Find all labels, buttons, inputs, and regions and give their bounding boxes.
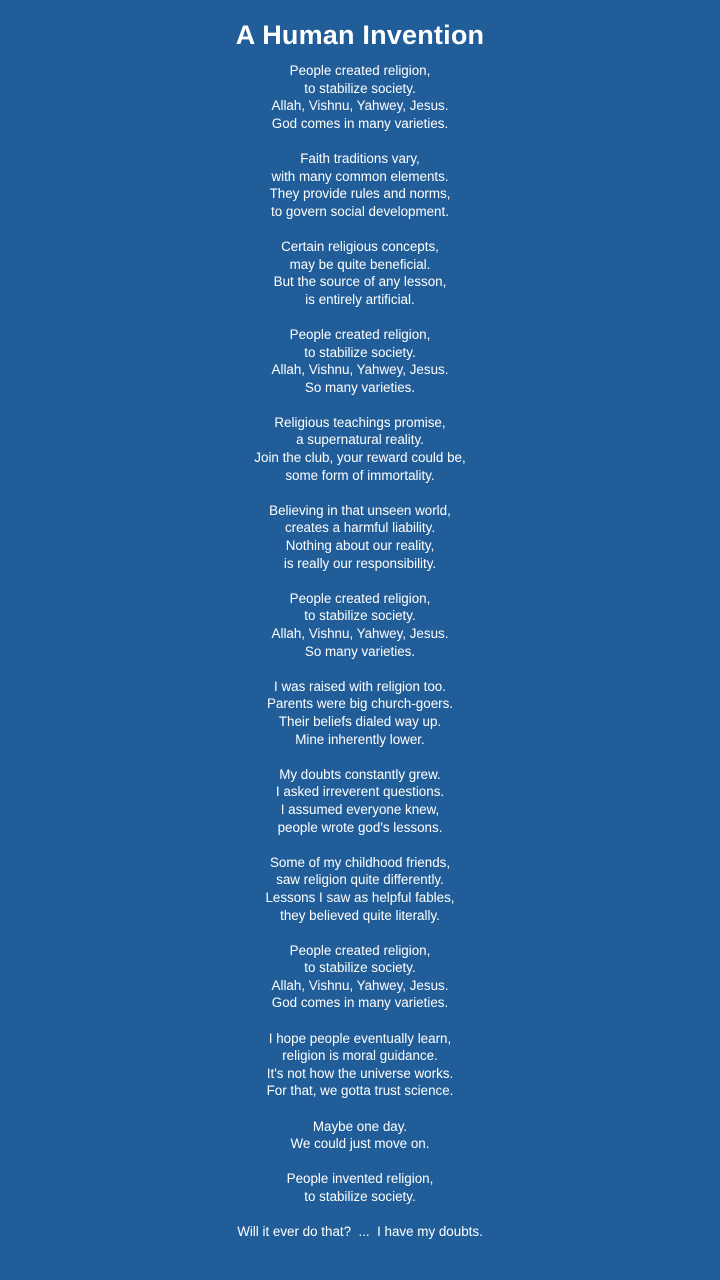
poem-line: Faith traditions vary, bbox=[300, 150, 420, 166]
poem-line: to stabilize society. bbox=[304, 344, 416, 360]
poem-line: For that, we gotta trust science. bbox=[266, 1083, 454, 1099]
stanza bbox=[0, 238, 720, 308]
poem-line: We could just move on. bbox=[290, 1136, 430, 1152]
poem-line: is really our responsibility. bbox=[283, 555, 437, 571]
poem-line: People invented religion, bbox=[286, 1171, 434, 1187]
poem-line: It's not how the universe works. bbox=[266, 1065, 454, 1081]
stanza bbox=[0, 854, 720, 924]
poem-line: may be quite beneficial. bbox=[289, 256, 431, 272]
poem-line: to stabilize society. bbox=[304, 960, 416, 976]
stanza bbox=[0, 150, 720, 220]
stanza bbox=[0, 942, 720, 1012]
poem-line: Certain religious concepts, bbox=[281, 238, 439, 254]
poem-line: Parents were big church-goers. bbox=[266, 696, 454, 712]
poem-line: I asked irreverent questions. bbox=[275, 784, 445, 800]
poem-line: Religious teachings promise, bbox=[274, 414, 446, 430]
poem-line: Their beliefs dialed way up. bbox=[278, 713, 442, 729]
poem-line: they believed quite literally. bbox=[280, 907, 440, 923]
poem-line: Will it ever do that? ... I have my doubts. bbox=[237, 1224, 483, 1240]
stanza bbox=[0, 1030, 720, 1100]
poem-line: Join the club, your reward could be, bbox=[254, 450, 466, 466]
poem-line: People created religion, bbox=[289, 63, 431, 78]
poem-line: Nothing about our reality, bbox=[285, 538, 435, 554]
poem-line: a supernatural reality. bbox=[296, 432, 424, 448]
poem-line: People created religion, bbox=[289, 942, 431, 958]
poem-line: People created religion, bbox=[289, 326, 431, 342]
poem-line: I was raised with religion too. bbox=[274, 678, 446, 694]
stanza bbox=[0, 590, 720, 660]
poem-line: some form of immortality. bbox=[285, 467, 435, 483]
poem-line: So many varieties. bbox=[304, 379, 416, 395]
poem-line: Allah, Vishnu, Yahwey, Jesus. bbox=[271, 977, 449, 993]
poem-line: Allah, Vishnu, Yahwey, Jesus. bbox=[271, 362, 449, 378]
stanza bbox=[0, 502, 720, 572]
stanza bbox=[0, 766, 720, 836]
poem-line: Mine inherently lower. bbox=[295, 731, 425, 747]
poem-line: is entirely artificial. bbox=[305, 291, 415, 307]
poem-line: to stabilize society. bbox=[304, 1189, 416, 1204]
poem-line: Allah, Vishnu, Yahwey, Jesus. bbox=[271, 98, 449, 114]
poem-line: to stabilize society. bbox=[304, 80, 416, 96]
stanza bbox=[0, 62, 720, 132]
poem-line: people wrote god's lessons. bbox=[277, 819, 443, 835]
poem-line: Believing in that unseen world, bbox=[269, 502, 451, 518]
poem-line: I hope people eventually learn, bbox=[268, 1030, 452, 1046]
poem-line: Some of my childhood friends, bbox=[269, 854, 451, 870]
poem-line: So many varieties. bbox=[304, 643, 416, 659]
poem-line: Allah, Vishnu, Yahwey, Jesus. bbox=[271, 626, 449, 641]
poem-line: Lessons I saw as helpful fables, bbox=[265, 889, 455, 905]
stanza bbox=[0, 678, 720, 748]
poem-line: to stabilize society. bbox=[304, 608, 416, 624]
poem-line: My doubts constantly grew. bbox=[279, 766, 441, 782]
poem-body bbox=[0, 62, 720, 1241]
poem-line: I assumed everyone knew, bbox=[280, 801, 440, 817]
poem-line: creates a harmful liability. bbox=[284, 520, 436, 536]
poem-line: But the source of any lesson, bbox=[273, 274, 447, 290]
poem-title: A Human Invention bbox=[235, 20, 485, 50]
poem-line: Maybe one day. bbox=[312, 1118, 408, 1134]
poem-line: saw religion quite differently. bbox=[276, 872, 444, 888]
poem-line: God comes in many varieties. bbox=[271, 115, 449, 131]
poem-line: with many common elements. bbox=[271, 168, 449, 184]
poem-line: God comes in many varieties. bbox=[271, 995, 449, 1011]
poem-line: to govern social development. bbox=[271, 203, 449, 219]
stanza bbox=[0, 1223, 720, 1241]
stanza bbox=[0, 326, 720, 396]
stanza bbox=[0, 414, 720, 484]
stanza bbox=[0, 1118, 720, 1153]
poem-line: religion is moral guidance. bbox=[282, 1048, 438, 1064]
poem-line: People created religion, bbox=[289, 590, 431, 606]
poem-line: They provide rules and norms, bbox=[269, 186, 451, 202]
stanza bbox=[0, 1170, 720, 1205]
